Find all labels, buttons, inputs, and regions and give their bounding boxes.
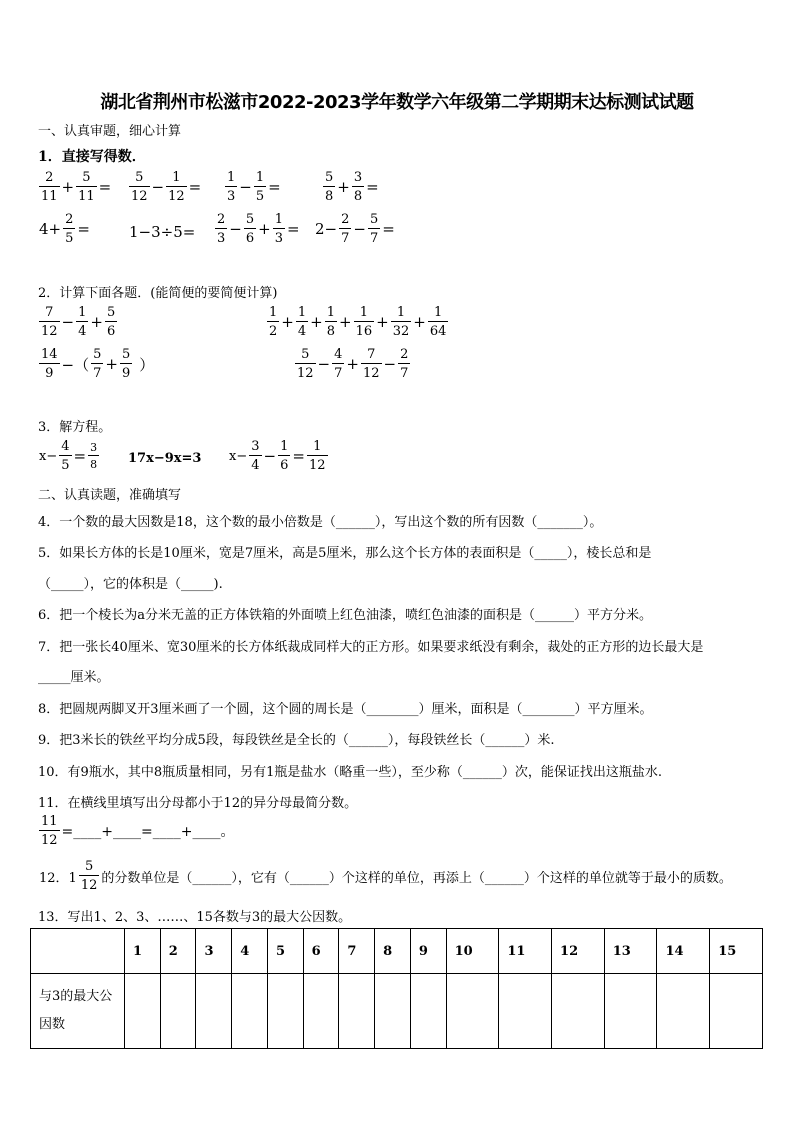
- gcd-answer-cell[interactable]: [710, 974, 763, 1049]
- question-11-answer-line: $\frac{11}{12}$ =____+____=____+____。: [41, 814, 235, 848]
- question-5-line-1: 5．如果长方体的长是10厘米，宽是7厘米，高是5厘米，那么这个长方体的表面积是（_____），棱长总和是: [38, 546, 652, 561]
- q2-heading: 2．计算下面各题．(能简便的要简便计算): [38, 286, 278, 301]
- q2-expr-4: $\frac{5}{12}$ − $\frac{4}{7}$ + $\frac{7}{12}$ − $\frac{2}{7}$: [297, 347, 409, 381]
- gcd-header-cell: 4: [232, 929, 268, 974]
- q1-expr-8: 2− $\frac{2}{7}$ − $\frac{5}{7}$ =: [315, 212, 395, 246]
- q3-heading: 3．解方程。: [38, 420, 112, 435]
- q2-expr-1: $\frac{7}{12}$ − $\frac{1}{4}$ + $\frac{5}{6}$: [41, 305, 116, 339]
- q3-equation-3: x− $\frac{3}{4}$ − $\frac{1}{6}$ = $\frac{1}{12}$: [229, 439, 326, 473]
- gcd-answer-cell[interactable]: [499, 974, 552, 1049]
- question-7-line-2: _____厘米。: [38, 670, 110, 685]
- gcd-header-row: [31, 929, 763, 974]
- gcd-header-cell: 2: [160, 929, 196, 974]
- q2-expr-2: $\frac{14}{9}$ −（ $\frac{5}{7}$ + $\frac{5}{9}$ ）: [41, 347, 155, 381]
- gcd-header-cell: 12: [552, 929, 605, 974]
- q2-expr-3: $\frac{1}{2}$ + $\frac{1}{4}$ + $\frac{1}{8}$ + $\frac{1}{16}$ + $\frac{1}{32}$ + $\frac{1}{64}$: [269, 305, 447, 339]
- gcd-corner-cell: [31, 929, 125, 974]
- gcd-table: [30, 928, 763, 1049]
- q3-equation-2: 17x−9x=3: [128, 451, 202, 466]
- question-4: 4．一个数的最大因数是18，这个数的最小倍数是（______），写出这个数的所有因数（_______）。: [38, 515, 603, 530]
- gcd-header-cell: 15: [710, 929, 763, 974]
- question-5-line-2: （_____），它的体积是（_____).: [38, 577, 223, 592]
- question-12: 12．1 $\frac{5}{12}$ 的分数单位是（______），它有（______）个这样的单位，再添上（______）个这样的单位就等于最小的质数。: [39, 859, 732, 893]
- q1-expr-2: $\frac{5}{12}$ − $\frac{1}{12}$ =: [131, 170, 202, 204]
- question-13: 13．写出1、2、3、……、15各数与3的最大公因数。: [38, 910, 352, 925]
- gcd-header-cell: 10: [446, 929, 499, 974]
- gcd-header-cell: 8: [375, 929, 411, 974]
- gcd-header-cell: 6: [303, 929, 339, 974]
- gcd-answer-cell[interactable]: [552, 974, 605, 1049]
- gcd-answer-cell[interactable]: [267, 974, 303, 1049]
- gcd-answer-cell[interactable]: [196, 974, 232, 1049]
- gcd-header-cell: 11: [499, 929, 552, 974]
- gcd-header-cell: 13: [604, 929, 657, 974]
- gcd-header-cell: 1: [125, 929, 161, 974]
- section-1-heading: 一、认真审题，细心计算: [38, 124, 182, 139]
- gcd-answer-cell[interactable]: [232, 974, 268, 1049]
- q1-expr-4: $\frac{5}{8}$ + $\frac{3}{8}$ =: [325, 170, 379, 204]
- question-9: 9．把3米长的铁丝平均分成5段，每段铁丝是全长的（______），每段铁丝长（______）米.: [38, 733, 555, 748]
- question-11: 11．在横线里填写出分母都小于12的异分母最简分数。: [38, 796, 358, 811]
- question-6: 6．把一个棱长为a分米无盖的正方体铁箱的外面喷上红色油漆，喷红色油漆的面积是（______）平方分米。: [38, 608, 653, 623]
- q1-expr-5: 4+ $\frac{2}{5}$ =: [39, 212, 90, 246]
- gcd-answer-cell[interactable]: [604, 974, 657, 1049]
- gcd-answer-cell[interactable]: [375, 974, 411, 1049]
- gcd-answer-cell[interactable]: [657, 974, 710, 1049]
- q1-expr-6: 1−3÷5=: [129, 223, 196, 241]
- q1-heading: 1．直接写得数．: [38, 149, 146, 165]
- question-10: 10．有9瓶水，其中8瓶质量相同，另有1瓶是盐水（略重一些），至少称（______）次，能保证找出这瓶盐水.: [38, 765, 662, 780]
- gcd-answer-cell[interactable]: [303, 974, 339, 1049]
- gcd-header-cell: 9: [410, 929, 446, 974]
- question-7-line-1: 7．把一张长40厘米、宽30厘米的长方体纸裁成同样大的正方形。如果要求纸没有剩余，裁处的正方形的边长最大是: [38, 640, 704, 655]
- question-8: 8．把圆规两脚叉开3厘米画了一个圆，这个圆的周长是（________）厘米，面积是（________）平方厘米。: [38, 702, 653, 717]
- gcd-answer-cell[interactable]: [446, 974, 499, 1049]
- gcd-answer-cell[interactable]: [410, 974, 446, 1049]
- gcd-answer-row: [31, 974, 763, 1049]
- gcd-header-cell: 14: [657, 929, 710, 974]
- gcd-answer-cell[interactable]: [125, 974, 161, 1049]
- q1-expr-7: $\frac{2}{3}$ − $\frac{5}{6}$ + $\frac{1}{3}$ =: [217, 212, 300, 246]
- q1-expr-1: $\frac{2}{11}$ + $\frac{5}{11}$ =: [41, 170, 112, 204]
- gcd-answer-cell[interactable]: [160, 974, 196, 1049]
- q3-equation-1: x− $\frac{4}{5}$ = $\frac{3}{8}$: [39, 439, 98, 473]
- q1-expr-3: $\frac{1}{3}$ − $\frac{1}{5}$ =: [227, 170, 281, 204]
- section-2-heading: 二、认真读题，准确填写: [38, 488, 182, 503]
- gcd-header-cell: 5: [267, 929, 303, 974]
- gcd-row-label: 与3的最大公因数: [31, 974, 125, 1049]
- gcd-header-cell: 7: [339, 929, 375, 974]
- gcd-answer-cell[interactable]: [339, 974, 375, 1049]
- gcd-header-cell: 3: [196, 929, 232, 974]
- page-title: 湖北省荆州市松滋市2022-2023学年数学六年级第二学期期末达标测试试题: [100, 92, 694, 113]
